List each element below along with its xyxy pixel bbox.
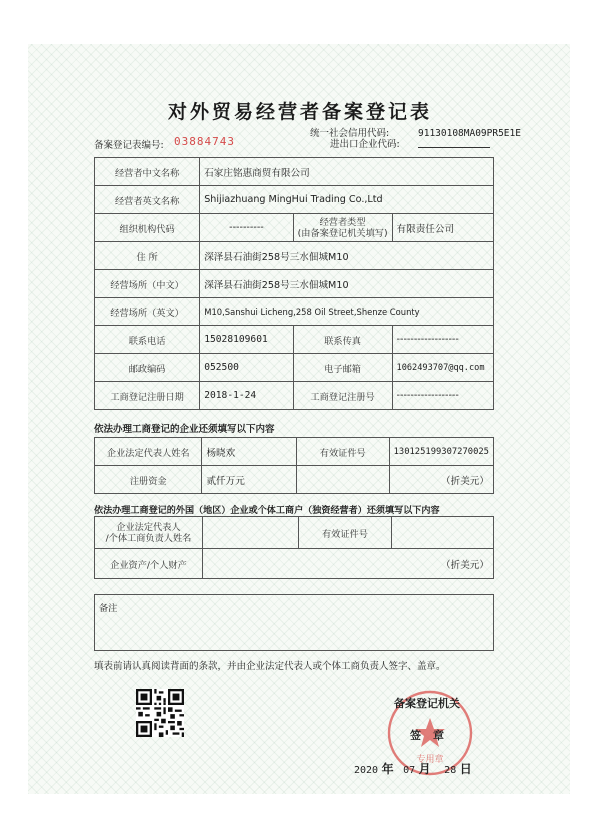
operator-type-label [293, 214, 392, 242]
biz-addr-en-value: M10,Sanshui Licheng,258 Oil Street,Shenze County [200, 298, 494, 326]
remarks-table [94, 594, 494, 651]
id-number-label: 有效证件号 [296, 438, 389, 466]
main-info-table [94, 157, 494, 410]
remarks-cell [95, 595, 494, 651]
credit-code-underline [418, 147, 490, 148]
qr-code-icon [136, 689, 184, 737]
section2-table [94, 516, 494, 579]
capital-spacer [296, 466, 389, 494]
en-name-label: 经营者英文名称 [95, 186, 200, 214]
seal-text: 专用章 [416, 755, 444, 765]
rep-name-label-1: 企业法定代表人 [116, 521, 181, 533]
legal-rep-value: 杨晓欢 [202, 438, 296, 466]
section2-id-value [392, 517, 494, 549]
id-number-value: 130125199307270025 [389, 438, 493, 466]
date-day: 28 [444, 765, 457, 776]
biz-addr-cn-value: 深泽县石油街258号三水佃城M10 [200, 270, 494, 298]
cn-name-value: 石家庄铭惠商贸有限公司 [200, 158, 494, 186]
credit-code-label-line1: 统一社会信用代码: [310, 128, 390, 139]
section1-table [94, 437, 494, 494]
operator-type-label-1: 经营者类型 [319, 216, 366, 228]
section1-heading: 依法办理工商登记的企业还须填写以下内容 [94, 424, 275, 435]
credit-code-value: 91130108MA09PR5E1E [418, 128, 521, 139]
phone-value: 15028109601 [200, 326, 293, 354]
rep-name-label-2: /个体工商负责人姓名 [105, 532, 192, 544]
capital-label: 注册资金 [95, 466, 202, 494]
credit-code-label [310, 128, 400, 150]
reg-no-value: ------------------ [392, 382, 493, 410]
org-code-value: ---------- [200, 214, 293, 242]
section2-heading: 依法办理工商登记的外国（地区）企业或个体工商户（独资经营者）还须填写以下内容 [94, 506, 440, 516]
assets-label: 企业资产/个人财产 [95, 549, 203, 579]
rep-name-label [95, 517, 203, 549]
notice-text: 填表前请认真阅读背面的条款，并由企业法定代表人或个体工商负责人签字、盖章。 [94, 661, 446, 672]
remarks-label: 备注 [99, 603, 118, 614]
address-value: 深泽县石油街258号三水佃城M10 [200, 242, 494, 270]
date-month-unit: 月 [418, 762, 431, 776]
biz-addr-en-label: 经营场所（英文） [95, 298, 200, 326]
cn-name-label: 经营者中文名称 [95, 158, 200, 186]
reg-date-value: 2018-1-24 [200, 382, 293, 410]
biz-addr-cn-label: 经营场所（中文） [95, 270, 200, 298]
date-year: 2020 [354, 765, 379, 776]
capital-value: 贰仟万元 [202, 466, 296, 494]
authority-title: 备案登记机关 [394, 697, 460, 710]
reg-date-label: 工商登记注册日期 [95, 382, 200, 410]
capital-unit: （折美元） [389, 466, 493, 494]
email-value: 1062493707@qq.com [392, 354, 493, 382]
date-month: 07 [403, 765, 416, 776]
section2-id-label: 有效证件号 [298, 517, 392, 549]
address-label: 住 所 [95, 242, 200, 270]
registration-number-label: 备案登记表编号: [94, 140, 164, 151]
operator-type-label-2: (由备案登记机关填写) [297, 227, 388, 239]
phone-label: 联系电话 [95, 326, 200, 354]
postcode-label: 邮政编码 [95, 354, 200, 382]
date-day-unit: 日 [459, 762, 472, 776]
sign-date [354, 760, 472, 777]
postcode-value: 052500 [200, 354, 293, 382]
rep-name-value [202, 517, 298, 549]
document-title: 对外贸易经营者备案登记表 [167, 101, 432, 123]
fax-label: 联系传真 [293, 326, 392, 354]
import-export-code-label: 进出口企业代码: [330, 139, 400, 150]
date-year-unit: 年 [381, 762, 394, 776]
registration-number: 03884743 [174, 135, 235, 148]
en-name-value: Shijiazhuang MingHui Trading Co.,Ltd [200, 186, 494, 214]
email-label: 电子邮箱 [293, 354, 392, 382]
legal-rep-label: 企业法定代表人姓名 [95, 438, 202, 466]
reg-no-label: 工商登记注册号 [293, 382, 392, 410]
org-code-label: 组织机构代码 [95, 214, 200, 242]
operator-type-value: 有限责任公司 [392, 214, 493, 242]
authority-chop: 签章 [410, 729, 456, 742]
fax-value: ------------------ [392, 326, 493, 354]
assets-unit: （折美元） [202, 549, 493, 579]
